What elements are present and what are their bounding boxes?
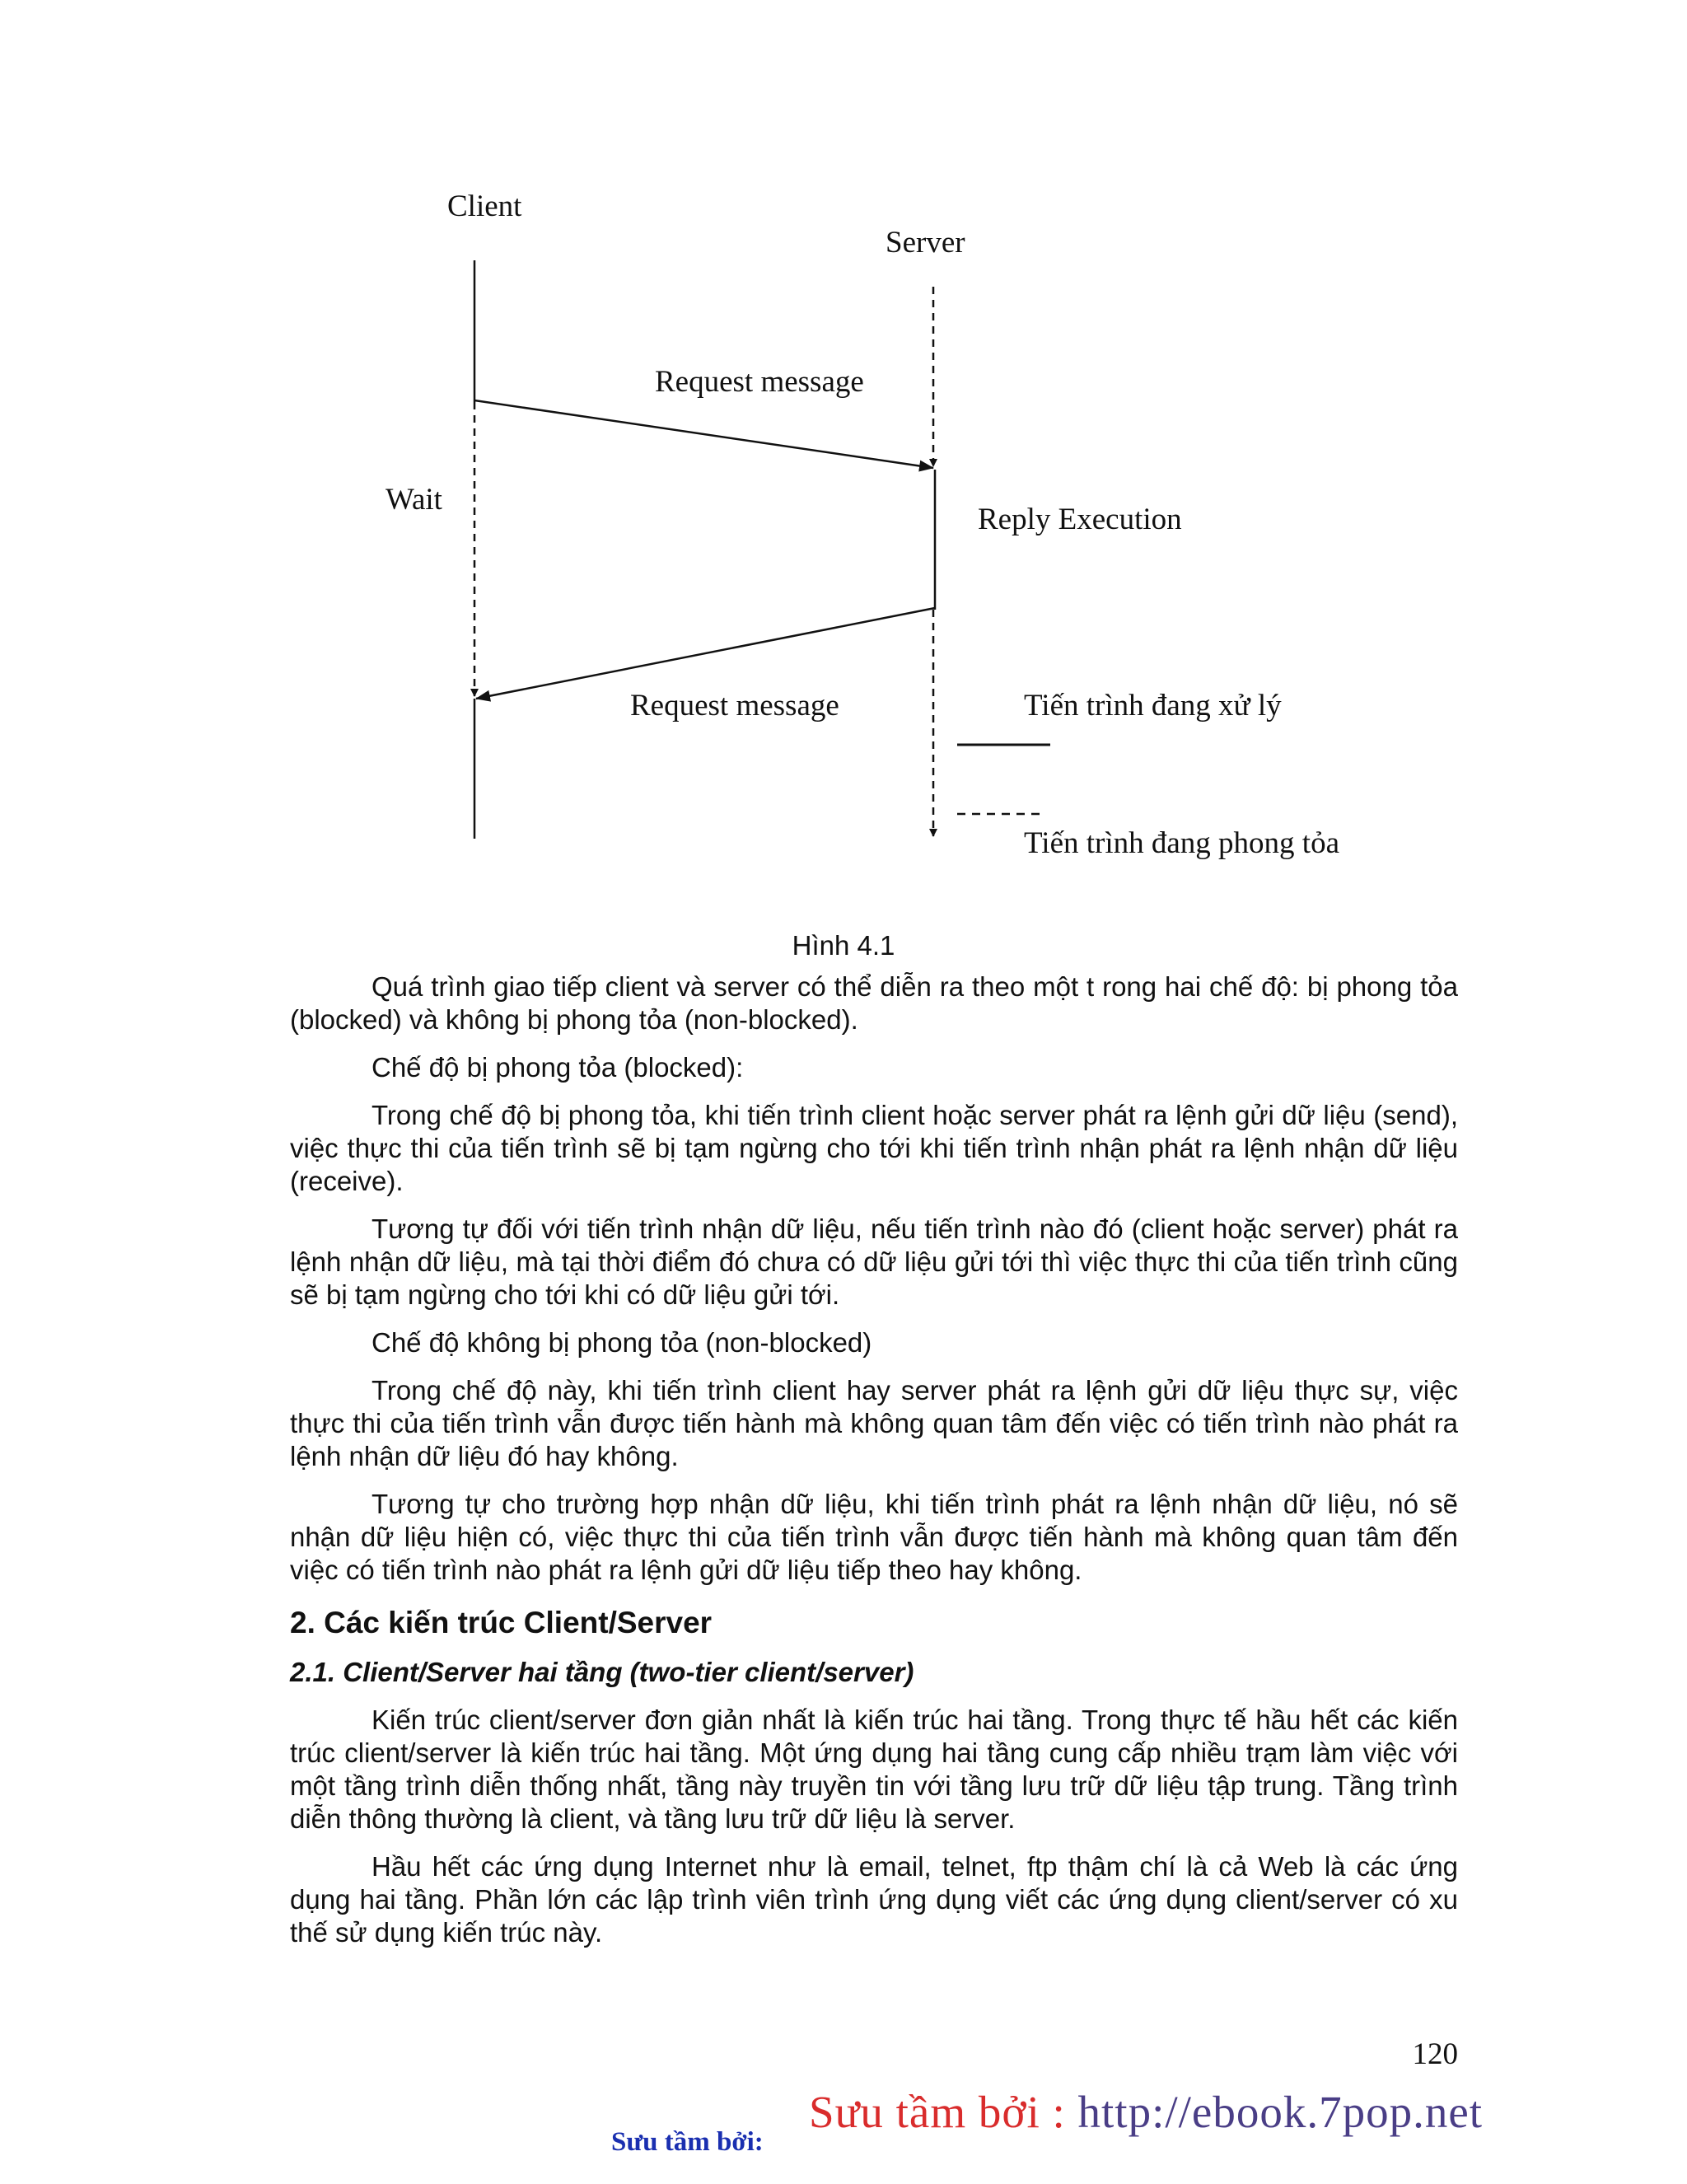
paragraph-1: Quá trình giao tiếp client và server có thể diễn ra theo một t rong hai chế độ: bị phong tỏa (blocked) và không bị phong tỏa (non-blocked). [290,971,1458,1035]
section-paragraph-2: Hầu hết các ứng dụng Internet như là email, telnet, ftp thậm chí là cả Web là các ứng dụng hai tầng. Phần lớn các lập trình viên trình ứng dụng viết các ứng dụng client/server có xu thế sử dụng kiến trúc này. [290,1851,1458,1948]
reply-execution-label: Reply Execution [978,503,1182,536]
section-paragraph-1: Kiến trúc client/server đơn giản nhất là kiến trúc hai tầng. Trong thực tế hầu hết các kiến trúc client/server là kiến trúc hai tầng. Một ứng dụng hai tầng cung cấp nhiều trạm làm việc với một tầng trình diễn thống nhất, tầng này truyền tin với tầng lưu trữ dữ liệu tập trung. Tầng trình diễn thông thường là client, và tầng lưu trữ dữ liệu là server. [290,1705,1458,1834]
request-top-label: Request message [655,365,864,399]
footer-label: Sưu tầm bởi: [611,2127,764,2157]
source-credit-url[interactable]: http://ebook.7pop.net [1077,2087,1484,2137]
legend-blocked-label: Tiến trình đang phong tỏa [1024,826,1340,860]
source-credit-watermark [809,2086,1483,2138]
paragraph-6: Trong chế độ này, khi tiến trình client hay server phát ra lệnh gửi dữ liệu thực sự, việc thực thi của tiến trình vẫn được tiến hành mà không quan tâm đến việc có tiến trình nào phát ra lệnh nhận dữ liệu đó hay không. [290,1375,1458,1471]
section-heading: 2. Các kiến trúc Client/Server [290,1606,713,1639]
document-body [290,970,1458,1964]
page-number: 120 [1412,2037,1458,2071]
paragraph-3: Trong chế độ bị phong tỏa, khi tiến trình client hoặc server phát ra lệnh gửi dữ liệu (send), việc thực thi của tiến trình sẽ bị tạm ngừng cho tới khi tiến trình nhận phát ra lệnh nhận dữ liệu (receive). [290,1100,1458,1196]
figure-caption: Hình 4.1 [792,930,895,961]
client-label: Client [447,189,522,223]
reply-arrow [476,608,935,699]
paragraph-2: Chế độ bị phong tỏa (blocked): [372,1052,744,1083]
client-server-diagram [0,0,1687,906]
paragraph-7: Tương tự cho trường hợp nhận dữ liệu, khi tiến trình phát ra lệnh nhận dữ liệu, nó sẽ nhận dữ liệu hiện có, việc thực thi của tiến trình vẫn được tiến hành mà không quan tâm đến việc có tiến trình nào phát ra lệnh gửi dữ liệu tiếp theo hay không. [290,1489,1458,1585]
subsection-heading: 2.1. Client/Server hai tầng (two-tier client/server) [290,1657,914,1687]
source-credit-prefix: Sưu tầm bởi : [809,2087,1078,2137]
legend-processing-label: Tiến trình đang xử lý [1024,689,1282,723]
request-arrow [474,400,933,468]
paragraph-4: Tương tự đối với tiến trình nhận dữ liệu, nếu tiến trình nào đó (client hoặc server) phát ra lệnh nhận dữ liệu, mà tại thời điểm đó chưa có dữ liệu gửi tới thì việc thực thi của tiến trình cũng sẽ bị tạm ngừng cho tới khi có dữ liệu gửi tới. [290,1214,1458,1310]
server-label: Server [886,226,965,260]
wait-label: Wait [386,483,442,517]
paragraph-5: Chế độ không bị phong tỏa (non-blocked) [372,1327,872,1358]
request-bottom-label: Request message [630,689,839,723]
